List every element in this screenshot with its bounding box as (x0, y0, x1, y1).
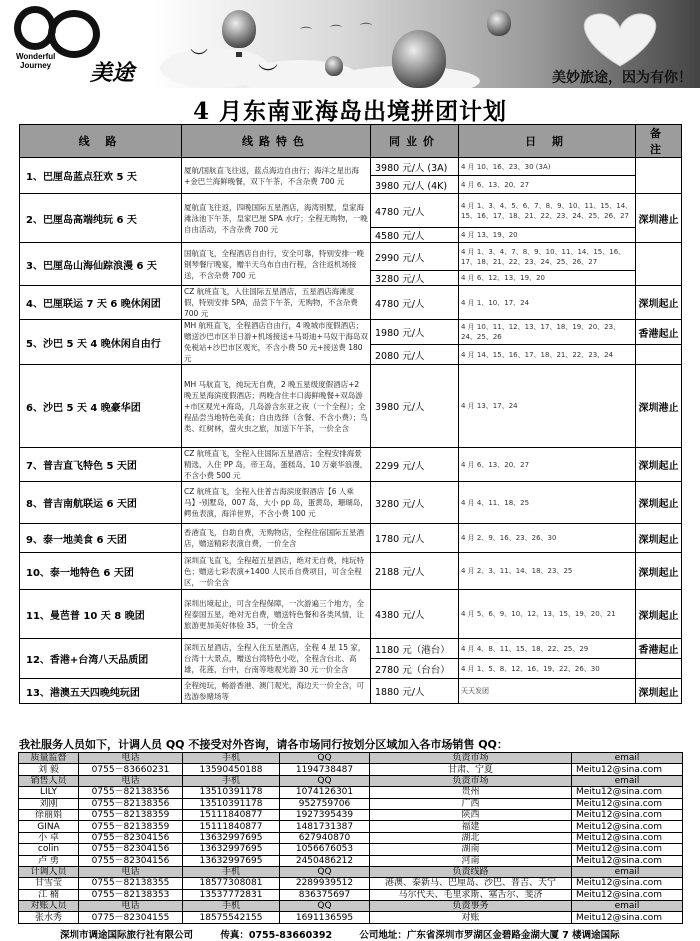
route-dates: 4 月 14、15、16、17、18、21、22、23、24 (459, 345, 636, 365)
balloon-basket-icon (236, 52, 242, 57)
staff-row (19, 844, 683, 855)
route-feature: CZ 航班直飞，全程入住国际五星酒店；全程安排海景精选，入住 PP 岛，帝王岛，蛋糕岛，10 万豪华浪漫，不含小费 500 元 (182, 448, 371, 482)
route-name: 7、普吉直飞特色 5 天团 (20, 448, 182, 482)
staff-cell: 0755－82138355 (79, 878, 183, 889)
staff-row (19, 832, 683, 843)
staff-cell: 2289939512 (280, 878, 370, 889)
route-note: 深圳起止 (636, 553, 682, 590)
staff-header-cell: 对账人员 (19, 901, 79, 912)
route-dates: 4 月 2、9、16、23、26、30 (459, 524, 636, 553)
staff-header-cell: 电话 (79, 901, 183, 912)
staff-cell: 湖北 (370, 832, 572, 843)
route-price: 4780 元/人 (371, 194, 459, 228)
staff-cell: 13632997695 (183, 844, 280, 855)
route-price: 3980 元/人 (3A) (371, 158, 459, 176)
route-table-header (20, 125, 682, 158)
staff-email[interactable]: Meitu12@sina.com (572, 855, 683, 866)
route-name: 12、香港+台湾八天品质团 (20, 639, 182, 679)
route-name: 13、港澳五天四晚纯玩团 (20, 679, 182, 704)
route-note: 深圳港止 (636, 194, 682, 243)
staff-header-cell: 电话 (79, 775, 183, 786)
route-price: 4380 元/人 (371, 590, 459, 639)
staff-cell: 1194738487 (280, 764, 370, 775)
staff-header-cell: 手机 (183, 775, 280, 786)
route-note: 香港起止 (636, 320, 682, 345)
staff-header-cell: 手机 (183, 901, 280, 912)
staff-email[interactable]: Meitu12@sina.com (572, 787, 683, 798)
route-dates: 4 月 10、16、23、30 (3A) (459, 158, 636, 176)
route-name: 1、巴厘岛蓝点狂欢 5 天 (20, 158, 182, 194)
staff-cell: 0755－82304156 (79, 844, 183, 855)
staff-cell: 1056676053 (280, 844, 370, 855)
staff-cell: 港澳、泰新马、巴厘岛、沙巴、普吉、天宁 (370, 878, 572, 889)
route-row (20, 365, 682, 448)
staff-cell: 952759706 (280, 798, 370, 809)
route-row (20, 158, 682, 176)
staff-cell: 卢 勇 (19, 855, 79, 866)
header-feature: 线路特色 (182, 125, 371, 158)
staff-cell: 徐丽娟 (19, 809, 79, 820)
route-price: 3280 元/人 (371, 271, 459, 286)
route-feature: 深圳出境起止，可含全程保障，一次游遍三个地方，全程泰国五星，绝对无自费，赠送特色餐和各类风情，让旅游更加美好体验 35，一价全含 (182, 590, 371, 639)
staff-cell: GINA (19, 821, 79, 832)
header-price: 同业价 (371, 125, 459, 158)
route-price: 4580 元/人 (371, 228, 459, 243)
route-note: 深圳起止 (636, 524, 682, 553)
route-note: 深圳起止 (636, 679, 682, 704)
route-row (20, 320, 682, 345)
route-price: 2780 元（台台） (371, 659, 459, 679)
staff-section-header (19, 753, 683, 764)
route-row (20, 482, 682, 524)
route-row (20, 590, 682, 639)
staff-cell: 0755－82138359 (79, 809, 183, 820)
route-row (20, 286, 682, 320)
staff-header-cell: 销售人员 (19, 775, 79, 786)
staff-header-cell: 质量监督 (19, 753, 79, 764)
route-price: 2080 元/人 (371, 345, 459, 365)
route-note: 深圳起止 (636, 590, 682, 639)
staff-cell: 甘雪莹 (19, 878, 79, 889)
staff-cell: 小 卓 (19, 832, 79, 843)
footer-company: 深圳市调途国际旅行社有限公司 (60, 930, 194, 941)
staff-cell: 0755－82138356 (79, 798, 183, 809)
staff-header-cell: 手机 (183, 753, 280, 764)
staff-cell: 2450486212 (280, 855, 370, 866)
hot-air-balloon-icon (325, 56, 343, 76)
hot-air-balloon-icon (487, 10, 511, 36)
staff-email[interactable]: Meitu12@sina.com (572, 832, 683, 843)
staff-header-cell: 计调人员 (19, 866, 79, 877)
staff-row (19, 798, 683, 809)
hot-air-balloon-icon (222, 10, 256, 48)
seagull-icon: ︶ (258, 62, 278, 86)
route-name: 9、泰一地美食 6 天团 (20, 524, 182, 553)
staff-row (19, 764, 683, 775)
staff-email[interactable]: Meitu12@sina.com (572, 821, 683, 832)
route-feature: 厦航直飞往返，四晚国际五星酒店，海湾别墅，皇家海滩泳池下午茶，皇家巴厘 SPA 水疗；全程无购物，一晚自由活动，不含杂费 700 元 (182, 194, 371, 243)
staff-cell: 江 楠 (19, 889, 79, 900)
page-title: 4 月东南亚海岛出境拼团计划 (192, 98, 507, 125)
staff-row (19, 821, 683, 832)
staff-cell: 0755－82304156 (79, 832, 183, 843)
staff-cell: 刘刚 (19, 798, 79, 809)
staff-cell: 0775－82304155 (79, 912, 183, 923)
route-feature: 厦航/国航直飞往返，蓝点海边自由行；海洋之星出海+金巴兰海鲜晚餐，双下午茶，不含杂费 700 元 (182, 158, 371, 194)
staff-cell: 马尔代夫、毛里求斯、塞舌尔、斐济 (370, 889, 572, 900)
staff-cell: 0755－83660231 (79, 764, 183, 775)
staff-email[interactable]: Meitu12@sina.com (572, 809, 683, 820)
staff-cell: 甘肃、宁夏 (370, 764, 572, 775)
staff-header-cell: email (572, 901, 683, 912)
route-feature: 香港直飞，自助自费，无购物店，全程住宿国际五星酒店，赠送精彩表演自费，一价全含 (182, 524, 371, 553)
route-feature: 深圳直飞直飞，全程超五星酒店，绝对无自费，纯玩特色；赠送七彩表演+1400 人民币自费项目，可含全程区，一价全含 (182, 553, 371, 590)
staff-row (19, 912, 683, 923)
staff-cell: 广西 (370, 798, 572, 809)
staff-cell: 陕西 (370, 809, 572, 820)
route-price: 2990 元/人 (371, 243, 459, 271)
header-banner (0, 0, 700, 88)
header-note: 备 注 (636, 125, 682, 158)
route-name: 2、巴厘岛高端纯玩 6 天 (20, 194, 182, 243)
route-note: 深圳港止 (636, 365, 682, 448)
staff-email[interactable]: Meitu12@sina.com (572, 798, 683, 809)
staff-cell: 15111840877 (183, 821, 280, 832)
staff-cell: 刘 毅 (19, 764, 79, 775)
staff-cell: colin (19, 844, 79, 855)
staff-cell: 18575542155 (183, 912, 280, 923)
staff-section-header (19, 866, 683, 877)
route-row (20, 679, 682, 704)
route-price: 3280 元/人 (371, 482, 459, 524)
route-price: 1780 元/人 (371, 524, 459, 553)
route-feature: MH 马航直飞，纯玩无自费，2 晚五星级度假酒店+2 晚五星海滨度假酒店；两晚含住丰口海鲜晚餐+双岛游+市区观光+海岛，几岛游含东亚之夜（一个全程）；全程品尝当地特色美食；自由选择（含餐、不含小费）；鸟类、红树林，萤火虫之旅，加送下午茶，一价全含 (182, 365, 371, 448)
staff-header-cell: 负责市场 (370, 775, 572, 786)
footer-fax: 传真：0755-83660392 (220, 930, 333, 941)
hot-air-balloon-icon (392, 30, 446, 88)
staff-cell: 张水秀 (19, 912, 79, 923)
route-row (20, 553, 682, 590)
route-row (20, 448, 682, 482)
staff-header-cell: email (572, 775, 683, 786)
staff-cell: 0755－82138356 (79, 787, 183, 798)
staff-header-cell: 负责线路 (370, 866, 572, 877)
route-dates: 4 月 6、13、20、27 (459, 176, 636, 194)
staff-cell: 0755－82138353 (79, 889, 183, 900)
route-dates: 4 月 2、3、11、14、18、23、25 (459, 553, 636, 590)
route-row (20, 243, 682, 271)
staff-cell: 1927395439 (280, 809, 370, 820)
route-price: 3980 元/人 (371, 365, 459, 448)
staff-email[interactable]: Meitu12@sina.com (572, 878, 683, 889)
route-feature: 国航直飞，全程酒店自由行，安全可靠，特别安排一晚钢琴餐厅晚宴，赠半天乌布自由行程，含往返机场接送，不含杂费 700 元 (182, 243, 371, 286)
logo-english-line2: Journey (20, 61, 52, 70)
staff-cell: 13632997695 (183, 832, 280, 843)
staff-email[interactable]: Meitu12@sina.com (572, 764, 683, 775)
staff-email[interactable]: Meitu12@sina.com (572, 912, 683, 923)
route-name: 3、巴厘岛山海仙踪浪漫 6 天 (20, 243, 182, 286)
staff-header-cell: 负责事务 (370, 901, 572, 912)
staff-header-cell: 负责市场 (370, 753, 572, 764)
route-feature: CZ 航班直飞，全程入住普吉海滨度假酒店【6 人乘马】-别墅岛，007 岛，大小 pp 岛，蛋黄岛，珊瑚岛，鳄鱼表演，海洋世界，不含小费 100 元 (182, 482, 371, 524)
footer (60, 927, 644, 941)
route-price: 2188 元/人 (371, 553, 459, 590)
footer-address: 公司地址：广东省深圳市罗湖区金碧路金湖大厦 7 楼调途国际 (359, 930, 620, 941)
route-name: 10、泰一地特色 6 天团 (20, 553, 182, 590)
route-table (19, 124, 682, 704)
logo-chinese: 美途 (90, 61, 135, 86)
staff-cell: 18577308081 (183, 878, 280, 889)
staff-header-cell: email (572, 753, 683, 764)
staff-cell: LILY (19, 787, 79, 798)
route-note (636, 345, 682, 365)
route-dates: 4 月 4、8、11、15、18、22、25、29 (459, 639, 636, 659)
heart-cloud-icon (570, 8, 670, 68)
staff-header-cell: QQ (280, 753, 370, 764)
staff-header-cell: 手机 (183, 866, 280, 877)
staff-cell: 13632997695 (183, 855, 280, 866)
staff-cell: 湖南 (370, 844, 572, 855)
staff-intro: 我社服务人员如下，计调人员 QQ 不接受对外咨询，请各市场同行按划分区域加入各市场销售 QQ： (19, 738, 508, 751)
staff-header-cell: 电话 (79, 866, 183, 877)
staff-cell: 福建 (370, 821, 572, 832)
route-dates: 4 月 13、17、24 (459, 365, 636, 448)
route-name: 5、沙巴 5 天 4 晚休闲自由行 (20, 320, 182, 365)
route-feature: 全程纯玩，畅游香港、澳门观光，海边天一价全含，可选游参赌场等 (182, 679, 371, 704)
route-dates: 4 月 10、11、12、13、17、18、19、20、23、24、25、26 (459, 320, 636, 345)
header-route: 线 路 (20, 125, 182, 158)
logo-english-line1: Wonderful (16, 52, 56, 61)
slogan: 美妙旅途，因为有你！ (552, 70, 692, 86)
route-dates: 4 月 5、6、9、10、12、13、15、19、20、21 (459, 590, 636, 639)
route-feature: MH 航班直飞，全程酒店自由行，4 晚城市度假酒店；赠送沙巴市区半日游+机场接送+马哥迪+马奴干海岛双免税站+沙巴市区观光，不含小费 50 元+接送费 180 元 (182, 320, 371, 365)
seagull-icon: ︶ (190, 48, 208, 69)
route-feature: CZ 航班直飞，入住国际五星酒店，五星酒店海滩度假，特别安排 SPA，品尝下午茶，无购物，不含杂费 700 元 (182, 286, 371, 320)
staff-section-header (19, 901, 683, 912)
staff-cell: 0755－82138359 (79, 821, 183, 832)
route-note: 深圳起止 (636, 448, 682, 482)
staff-email[interactable]: Meitu12@sina.com (572, 889, 683, 900)
header-dates: 日 期 (459, 125, 636, 158)
route-name: 6、沙巴 5 天 4 晚豪华团 (20, 365, 182, 448)
route-dates: 天天发团 (459, 679, 636, 704)
staff-row (19, 787, 683, 798)
route-note: 深圳起止 (636, 482, 682, 524)
staff-email[interactable]: Meitu12@sina.com (572, 844, 683, 855)
staff-cell: 河南 (370, 855, 572, 866)
route-price: 4780 元/人 (371, 286, 459, 320)
staff-cell: 836375697 (280, 889, 370, 900)
route-dates: 4 月 1、3、4、7、8、9、10、11、14、15、16、17、18、21、22、23、24、25、26、27 (459, 243, 636, 271)
staff-cell: 13537772831 (183, 889, 280, 900)
route-price: 3980 元/人 (4K) (371, 176, 459, 194)
staff-header-cell: email (572, 866, 683, 877)
staff-cell: 13510391178 (183, 787, 280, 798)
route-note: 深圳起止 (636, 286, 682, 320)
staff-cell: 1691136595 (280, 912, 370, 923)
route-note (636, 659, 682, 679)
staff-cell: 贵州 (370, 787, 572, 798)
route-dates: 4 月 1、3、4、5、6、7、8、9、10、11、15、14、15、16、17、18、21、22、23、24、25、26、27 (459, 194, 636, 228)
route-name: 11、曼芭普 10 天 8 晚团 (20, 590, 182, 639)
staff-table (18, 752, 683, 924)
staff-cell: 对账 (370, 912, 572, 923)
route-name: 4、巴厘联运 7 天 6 晚休闲团 (20, 286, 182, 320)
staff-header-cell: 电话 (79, 753, 183, 764)
route-dates: 4 月 1、5、8、12、16、19、22、26、30 (459, 659, 636, 679)
route-price: 1880 元/人 (371, 679, 459, 704)
route-row (20, 194, 682, 228)
staff-cell: 13590450188 (183, 764, 280, 775)
staff-section-header (19, 775, 683, 786)
staff-row (19, 855, 683, 866)
route-note (636, 158, 682, 194)
logo-ring-icon (48, 10, 100, 58)
route-dates: 4 月 6、12、13、19、20 (459, 271, 636, 286)
route-row (20, 639, 682, 659)
route-price: 2299 元/人 (371, 448, 459, 482)
staff-cell: 627940870 (280, 832, 370, 843)
route-note (636, 243, 682, 286)
bird-icon: ⌒ (360, 22, 373, 36)
route-price: 1180 元（港台） (371, 639, 459, 659)
bird-icon: ⌒ (300, 26, 313, 40)
route-dates: 4 月 1、10、17、24 (459, 286, 636, 320)
staff-cell: 15111840877 (183, 809, 280, 820)
staff-header-cell: QQ (280, 775, 370, 786)
route-price: 1980 元/人 (371, 320, 459, 345)
route-note: 香港起止 (636, 639, 682, 659)
staff-row (19, 878, 683, 889)
staff-cell: 1074126301 (280, 787, 370, 798)
bird-icon: ⌒ (330, 24, 343, 38)
route-name: 8、普吉南航联运 6 天团 (20, 482, 182, 524)
route-dates: 4 月 6、13、20、27 (459, 448, 636, 482)
staff-row (19, 889, 683, 900)
staff-header-cell: QQ (280, 866, 370, 877)
staff-header-cell: QQ (280, 901, 370, 912)
route-feature: 深圳五星酒店，全程入住五星酒店，全程 4 星 15 家，台湾十大景点，赠送台湾特色小吃，全程含台北、高雄，花莲，台中，台南等地观光游 30 元一价全含 (182, 639, 371, 679)
staff-cell: 13510391178 (183, 798, 280, 809)
route-dates: 4 月 4、11、18、25 (459, 482, 636, 524)
staff-cell: 1481731387 (280, 821, 370, 832)
staff-row (19, 809, 683, 820)
route-dates: 4 月 13、19、20 (459, 228, 636, 243)
staff-cell: 0755－82304156 (79, 855, 183, 866)
route-row (20, 524, 682, 553)
